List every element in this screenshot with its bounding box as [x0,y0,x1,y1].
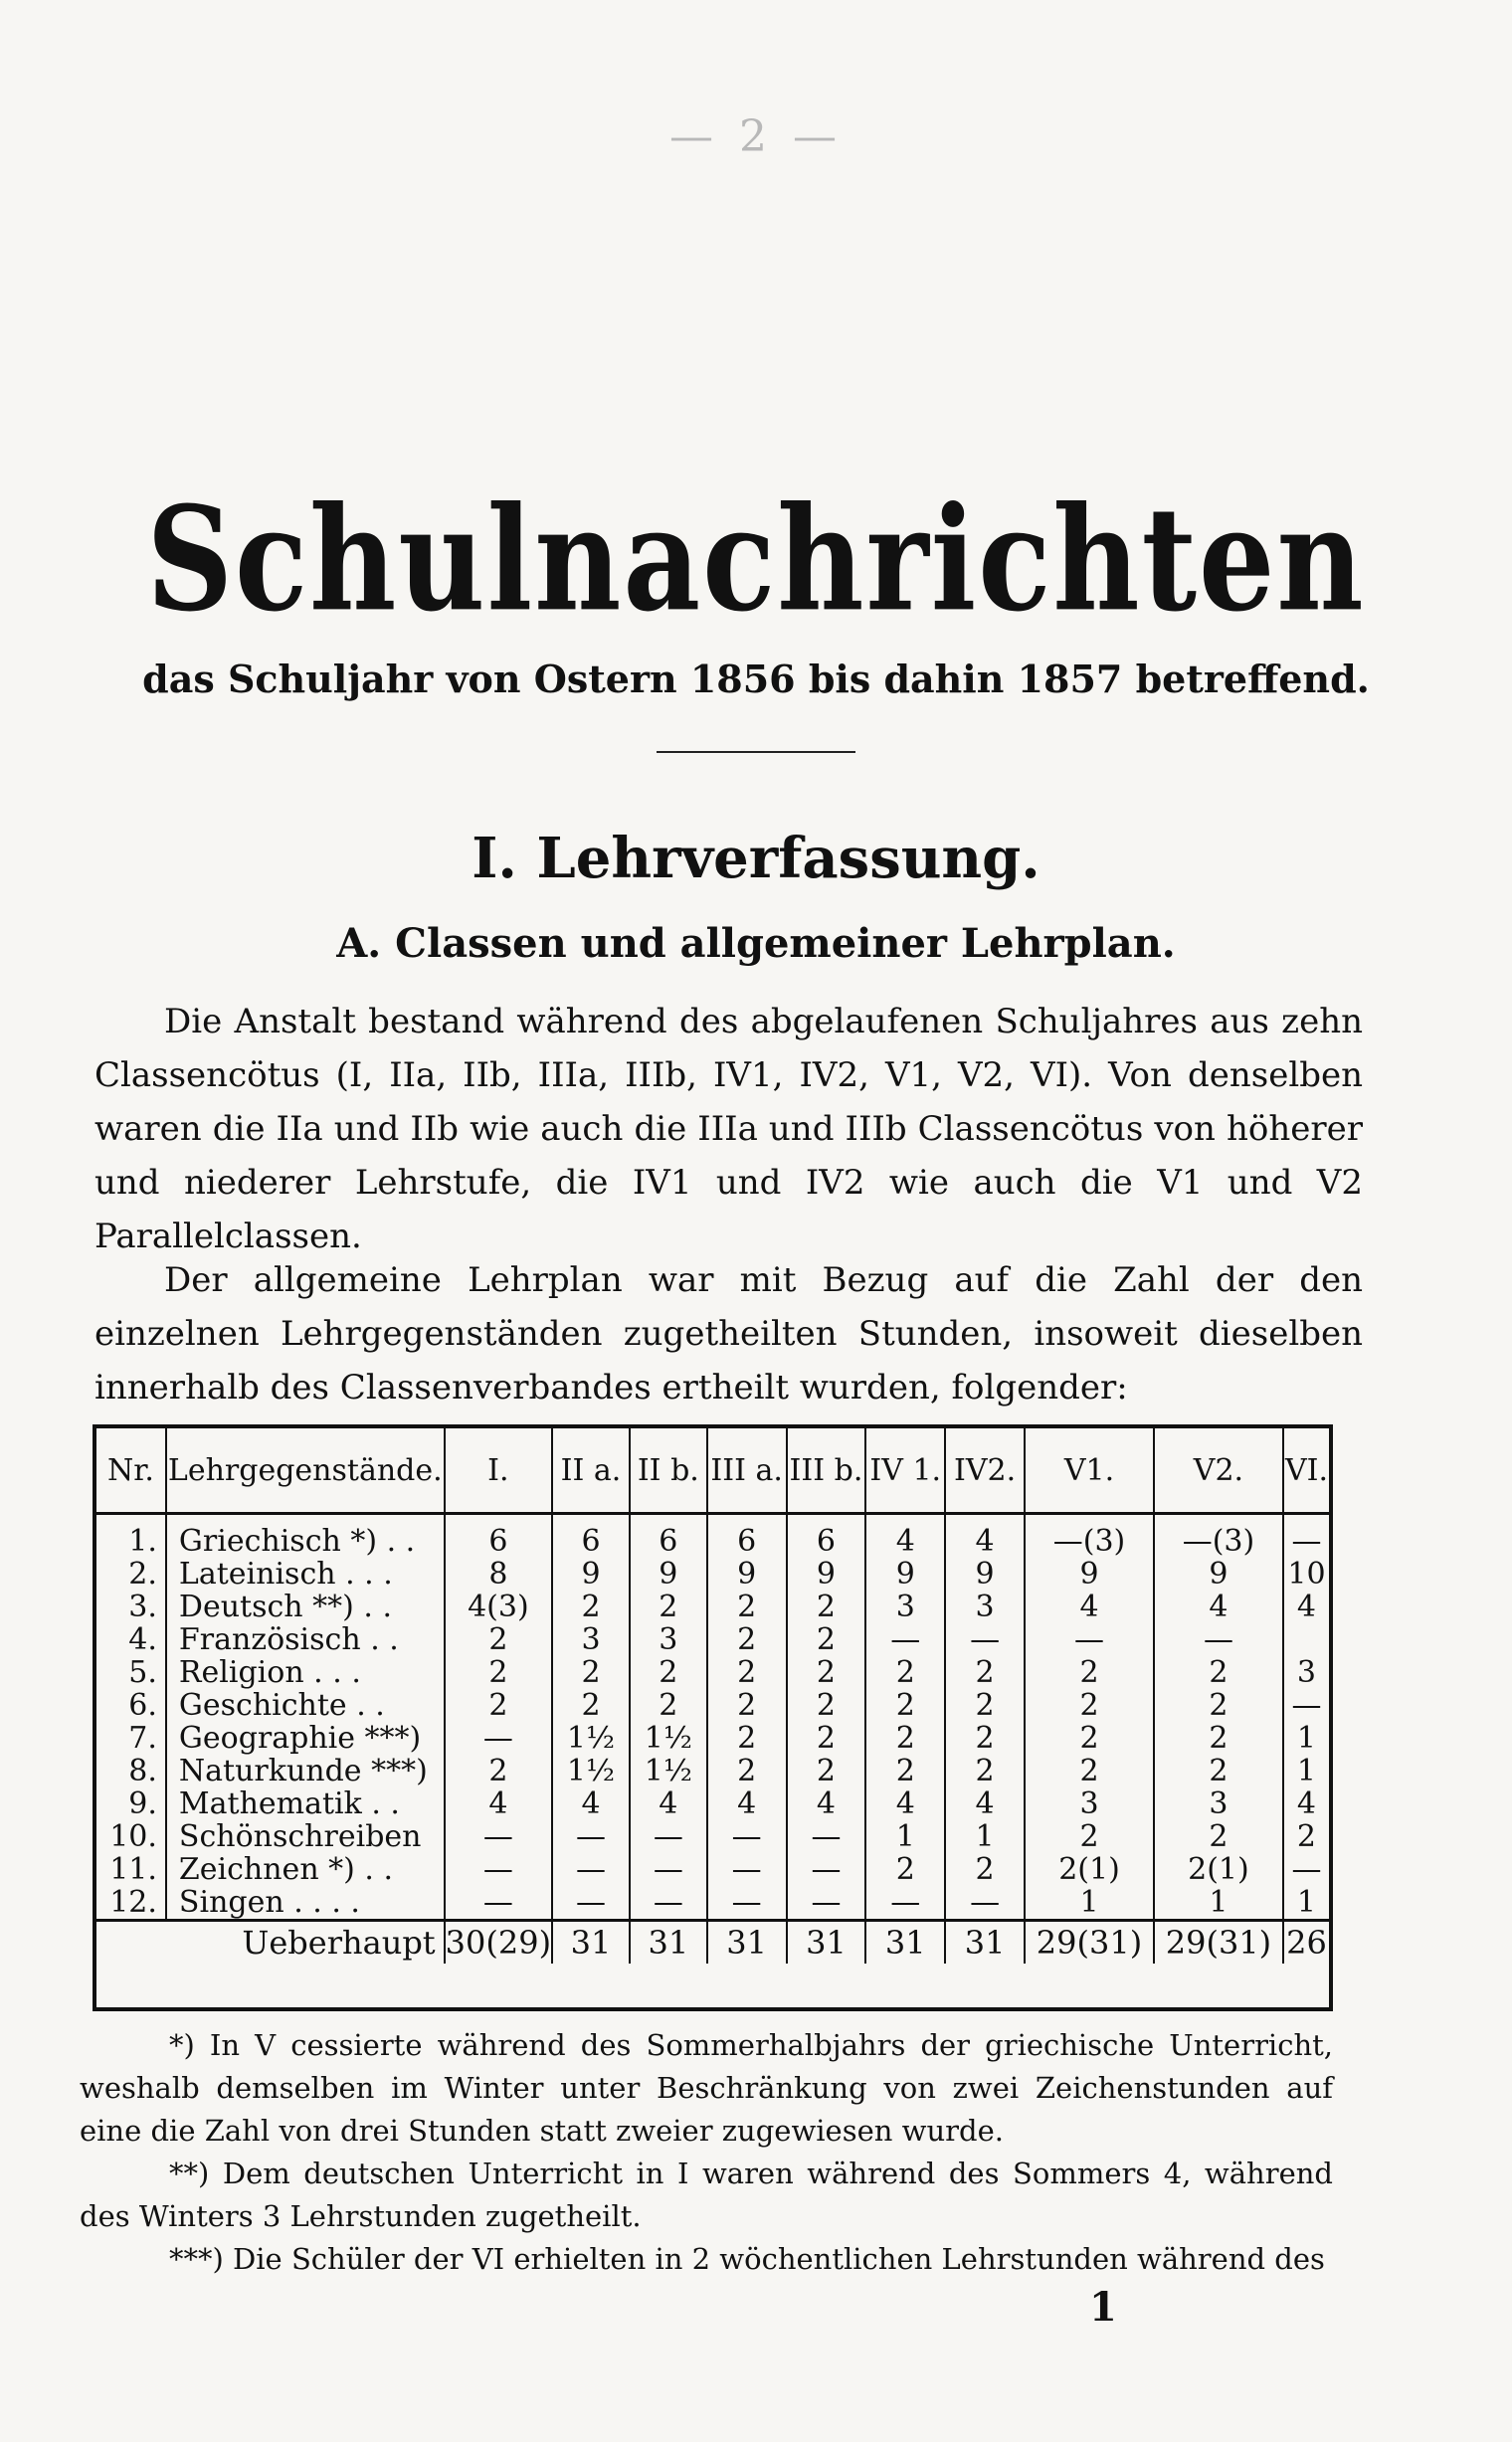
hours-cell: — [787,1820,866,1853]
column-header: III b. [787,1428,866,1514]
hours-cell: 2 [707,1755,787,1787]
hours-cell: 9 [552,1558,630,1591]
hours-cell: 2(1) [1154,1853,1283,1886]
table-row [96,1558,1329,1591]
row-number: 10. [96,1820,166,1853]
row-number: 5. [96,1656,166,1689]
hours-cell: 3 [1025,1787,1154,1820]
hours-cell: 9 [1025,1558,1154,1591]
hours-cell: 1 [865,1820,945,1853]
hours-cell: — [707,1853,787,1886]
subject-name: Deutsch **) . . [166,1591,445,1623]
hours-cell: 1 [945,1820,1025,1853]
subject-name: Singen . . . . [166,1886,445,1921]
hours-cell: 2 [552,1689,630,1722]
subject-name: Schönschreiben [166,1820,445,1853]
total-cell: 26 [1283,1921,1329,1965]
table-row [96,1853,1329,1886]
hours-cell: 1½ [630,1755,707,1787]
column-header: V1. [1025,1428,1154,1514]
hours-cell: 2 [945,1755,1025,1787]
hours-cell: — [707,1820,787,1853]
footnote [80,2024,1333,2153]
hours-cell: 2 [1025,1755,1154,1787]
hours-cell: 3 [1296,1655,1317,1690]
hours-cell: 4 [945,1514,1025,1559]
subject-name: Geographie ***) [166,1722,445,1755]
hours-cell: —(3) [1025,1514,1154,1559]
row-number: 9. [96,1787,166,1820]
subject-name: Griechisch *) . . [166,1514,445,1559]
hours-cell: 2 [1154,1755,1283,1787]
hours-cell: 2 [1154,1722,1283,1755]
hours-cell: 4 [630,1787,707,1820]
table-row [96,1755,1329,1787]
column-header: Nr. [96,1428,166,1514]
section-heading [0,826,1512,891]
hours-cell: 4 [787,1787,866,1820]
hours-cell: 10 [1287,1557,1326,1592]
paragraph [94,1253,1363,1414]
table-row [96,1886,1329,1921]
page-subtitle: das Schuljahr von Ostern 1856 bis dahin 1857 betreffend. [142,657,1370,701]
table-header-row [96,1428,1329,1514]
column-header: IV 1. [865,1428,945,1514]
hours-cell: — [630,1886,707,1921]
hours-cell: 2 [865,1755,945,1787]
hours-cell: 2 [865,1689,945,1722]
page-number: 1 [1089,2284,1117,2331]
hours-cell: — [865,1886,945,1921]
column-header: V2. [1154,1428,1283,1514]
footnote-text: ***) Die Schüler der VI erhielten in 2 wöchentlichen Lehrstunden während des [169,2242,1325,2276]
hours-cell: 2 [865,1722,945,1755]
column-header: IV2. [945,1428,1025,1514]
column-header: II a. [552,1428,630,1514]
footnote [80,2238,1333,2281]
hours-cell: 2 [552,1656,630,1689]
hours-cell: 2 [787,1656,866,1689]
hours-cell: — [1025,1623,1154,1656]
hours-cell: 2 [945,1656,1025,1689]
hours-cell: 3 [1154,1787,1283,1820]
column-header: Lehrgegenstände. [166,1428,445,1514]
hours-cell: 1 [1154,1886,1283,1921]
subsection-heading [0,920,1512,967]
hours-cell: —(3) [1154,1514,1283,1559]
hours-cell: 2 [630,1689,707,1722]
hours-cell: 2 [945,1722,1025,1755]
subject-name: Mathematik . . [166,1787,445,1820]
row-number: 8. [96,1755,166,1787]
hours-cell: 9 [1154,1558,1283,1591]
hours-cell: 2 [787,1689,866,1722]
hours-cell: 8 [445,1558,552,1591]
hours-cell: 2 [707,1722,787,1755]
row-number: 2. [96,1558,166,1591]
hours-cell [1283,1623,1329,1656]
hours-cell: 2 [630,1656,707,1689]
hours-cell: 1 [1296,1721,1317,1756]
table-body [96,1514,1329,1965]
hours-cell: 2 [865,1656,945,1689]
subsection-title: Classen und allgemeiner Lehrplan. [395,920,1176,967]
total-cell: 29(31) [1025,1921,1154,1965]
row-number: 3. [96,1591,166,1623]
hours-cell: 1½ [552,1755,630,1787]
page-title: Schulnachrichten [146,475,1366,645]
hours-cell: — [445,1886,552,1921]
hours-cell: 6 [445,1514,552,1559]
hours-cell: — [1291,1852,1322,1887]
column-header: III a. [707,1428,787,1514]
hours-cell: — [552,1820,630,1853]
hours-cell: — [787,1853,866,1886]
table-row [96,1689,1329,1722]
column-header: I. [445,1428,552,1514]
subject-name: Lateinisch . . . [166,1558,445,1591]
hours-cell: 9 [787,1558,866,1591]
row-number: 11. [96,1853,166,1886]
hours-cell: 3 [945,1591,1025,1623]
hours-cell: 2(1) [1025,1853,1154,1886]
subject-name: Religion . . . [166,1656,445,1689]
hours-cell: 2 [707,1623,787,1656]
hours-cell: — [445,1722,552,1755]
title-divider [657,751,855,753]
total-cell: 31 [552,1921,630,1965]
hours-cell: 2 [707,1656,787,1689]
hours-cell: 4 [445,1787,552,1820]
hours-cell: 2 [1025,1689,1154,1722]
hours-cell: 4 [945,1787,1025,1820]
table-row [96,1722,1329,1755]
hours-cell: 6 [787,1514,866,1559]
table-row [96,1514,1329,1559]
hours-cell: 2 [1025,1656,1154,1689]
section-number: I. [472,826,517,891]
total-cell: 31 [865,1921,945,1965]
hours-cell: 4 [865,1787,945,1820]
hours-cell: 4 [1296,1590,1317,1624]
hours-cell: 2 [552,1591,630,1623]
hours-cell: 3 [552,1623,630,1656]
hours-cell: 1½ [552,1722,630,1755]
hours-cell: 6 [552,1514,630,1559]
hours-cell: 2 [787,1623,866,1656]
subject-name: Zeichnen *) . . [166,1853,445,1886]
footnotes [80,2024,1333,2281]
hours-cell: 2 [945,1853,1025,1886]
hours-cell: 4(3) [445,1591,552,1623]
total-cell: 30(29) [445,1921,552,1965]
hours-cell: 4 [865,1514,945,1559]
table-row [96,1820,1329,1853]
hours-cell: 9 [945,1558,1025,1591]
hours-cell: — [552,1853,630,1886]
total-label: Ueberhaupt [96,1921,445,1965]
hours-cell: 2 [945,1689,1025,1722]
total-cell: 31 [630,1921,707,1965]
paragraph-text: Der allgemeine Lehrplan war mit Bezug auf die Zahl der den einzelnen Lehrgegenständen zugetheilten Stunden, insoweit dieselben innerhalb des Classenverbandes ertheilt wurden, folgender: [94,1260,1363,1408]
subject-name: Naturkunde ***) [166,1755,445,1787]
hours-cell: — [707,1886,787,1921]
hours-cell: — [945,1623,1025,1656]
total-row [96,1921,1329,1965]
hours-cell: 4 [1296,1786,1317,1821]
hours-cell: — [1291,1688,1322,1723]
hours-cell: — [865,1623,945,1656]
hours-cell: — [445,1853,552,1886]
hours-cell: 2 [1154,1820,1283,1853]
total-cell: 29(31) [1154,1921,1283,1965]
lesson-plan-table [93,1424,1333,2011]
page-number-top: — 2 — [669,111,843,162]
table-row [96,1787,1329,1820]
total-cell: 31 [707,1921,787,1965]
hours-cell: 9 [630,1558,707,1591]
hours-cell: — [630,1853,707,1886]
table-row [96,1623,1329,1656]
hours-cell: 1½ [630,1722,707,1755]
hours-cell: 2 [1154,1689,1283,1722]
hours-cell: 2 [1296,1819,1317,1854]
hours-cell: 2 [707,1591,787,1623]
column-header: II b. [630,1428,707,1514]
bleed-through-text [119,194,1363,252]
footnote [80,2153,1333,2238]
hours-cell: 2 [787,1722,866,1755]
hours-cell: 2 [787,1591,866,1623]
hours-cell: 2 [445,1755,552,1787]
hours-cell: — [630,1820,707,1853]
row-number: 1. [96,1514,166,1559]
hours-cell: — [945,1886,1025,1921]
hours-cell: 3 [630,1623,707,1656]
column-header: VI. [1283,1428,1329,1514]
paragraph [94,995,1363,1263]
hours-cell: 2 [1154,1656,1283,1689]
subject-name: Französisch . . [166,1623,445,1656]
hours-cell: 4 [1154,1591,1283,1623]
hours-cell: 2 [1025,1820,1154,1853]
subsection-letter: A. [336,920,382,967]
hours-cell: 2 [707,1689,787,1722]
hours-cell: 2 [445,1656,552,1689]
paragraph-text: Die Anstalt bestand während des abgelaufenen Schuljahres aus zehn Classencötus (I, IIa, IIb, IIIa, IIIb, IV1, IV2, V1, V2, VI). Von denselben waren die IIa und IIb wie auch die IIIa und IIIb Classencötus von höherer und niederer Lehrstufe, die IV1 und IV2 wie auch die V1 und V2 Parallelclassen. [94,1002,1363,1256]
hours-cell: 2 [445,1623,552,1656]
hours-cell: 2 [787,1755,866,1787]
hours-cell: 9 [865,1558,945,1591]
hours-cell: 2 [630,1591,707,1623]
hours-cell: — [552,1886,630,1921]
hours-cell: 4 [707,1787,787,1820]
hours-cell: 4 [1025,1591,1154,1623]
row-number: 12. [96,1886,166,1921]
hours-cell: 1 [1296,1885,1317,1920]
hours-cell: — [787,1886,866,1921]
footnote-text: **) Dem deutschen Unterricht in I waren während des Sommers 4, während des Winters 3 Lehrstunden zugetheilt. [80,2157,1333,2233]
hours-cell: 2 [865,1853,945,1886]
hours-cell: 6 [707,1514,787,1559]
row-number: 4. [96,1623,166,1656]
hours-cell: 9 [707,1558,787,1591]
hours-cell: — [1291,1524,1322,1559]
hours-cell: 2 [445,1689,552,1722]
row-number: 7. [96,1722,166,1755]
subject-name: Geschichte . . [166,1689,445,1722]
footnote-text: *) In V cessierte während des Sommerhalbjahrs der griechische Unterricht, weshalb demselben im Winter unter Beschränkung von zwei Zeichenstunden auf eine die Zahl von drei Stunden statt zweier zugewiesen wurde. [80,2028,1333,2148]
hours-cell: 3 [865,1591,945,1623]
hours-cell: 4 [552,1787,630,1820]
hours-cell: — [445,1820,552,1853]
row-number: 6. [96,1689,166,1722]
hours-cell: 6 [630,1514,707,1559]
total-cell: 31 [787,1921,866,1965]
hours-cell: 1 [1296,1754,1317,1788]
hours-cell: — [1154,1623,1283,1656]
table-row [96,1656,1329,1689]
section-title: Lehrverfassung. [536,826,1040,891]
total-cell: 31 [945,1921,1025,1965]
hours-cell: 2 [1025,1722,1154,1755]
hours-cell: 1 [1025,1886,1154,1921]
table-row [96,1591,1329,1623]
